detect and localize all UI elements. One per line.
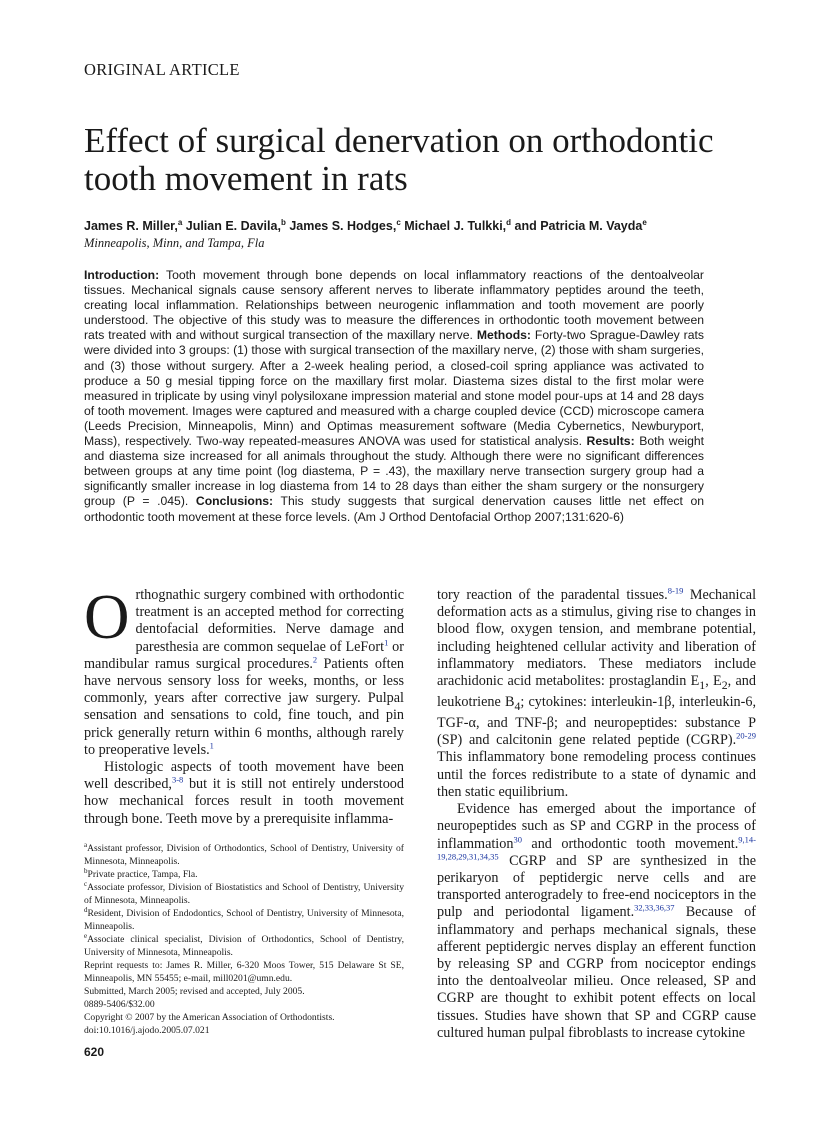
abstract-methods: Forty-two Sprague-Dawley rats were divided into 3 groups: (1) those with surgical transection of the maxillary nerve, (2) those with sham surgeries, and (3) those without surgery. After a 2-week healing period, a closed-coil spring appliance was activated to produce a 50 g mesial tipping force on the maxillary first molar. Diastema sizes distal to the first molar were measured in triplicate by using vinyl polysiloxane impression material and stone model pour-ups at 14 and 28 days of tooth movement. Images were captured and measured with a charge coupled device (CCD) microscope camera (Leeds Precision, Minneapolis, Minn) and Optimas measurement software (Media Cybernetics, Newburyport, Mass), respectively. Two-way repeated-measures ANOVA was used for statistical analysis. [84, 328, 704, 449]
body-text: CGRP and SP are synthesized in the perikaryon of peptidergic nerve cells and are transported anterogradely to free-end nociceptors in the pulp and periodontal ligament. [437, 852, 756, 921]
reference-link[interactable]: 30 [513, 833, 522, 844]
footnote-text: Associate clinical specialist, Division of Orthodontics, School of Dentistry, University of Minnesota, Minneapolis. [84, 934, 404, 958]
body-text: rthognathic surgery combined with orthodontic treatment is an accepted method for correcting dentofacial deformities. Nerve damage and paresthesia are common sequelae of LeFort [135, 587, 404, 655]
abstract [84, 268, 704, 525]
body-text: Histologic aspects of tooth movement have been well described, [84, 759, 404, 793]
abstract-methods-label: Methods: [476, 328, 531, 343]
body-paragraph [84, 582, 404, 759]
footnote [84, 868, 404, 881]
body-text: or mandibular ramus surgical procedures. [84, 638, 404, 672]
body-column-right [437, 587, 756, 1042]
footnote-mark: b [84, 866, 88, 875]
footnote [84, 933, 404, 959]
body-column-left [84, 582, 404, 828]
reference-link[interactable]: 8-19 [667, 585, 684, 596]
body-text: ; cytokines: interleukin-1β, interleukin-6, TGF-α, and TNF-β; and neuropeptides: substance P (SP) and calcitonin gene related peptide (CGRP). [437, 694, 756, 749]
abstract-conclusions-label: Conclusions: [195, 494, 274, 509]
body-text: but it is still not entirely understood how mechanical forces result in tooth movement through bone. Teeth move by a prerequisite inflamma- [84, 776, 404, 827]
body-text: , E [705, 673, 722, 690]
author-name: James S. Hodges, [289, 219, 397, 234]
body-text: Because of inflammatory and perhaps mechanical signals, these afferent peptidergic nerves display an efferent function by releasing SP and CGRP from nociceptor endings into the dentoalveolar milieu. Once released, SP and CGRP are thought to exhibit potent effects on local tissues. Studies have shown that SP and CGRP cause cultured human pulpal fibroblasts to increase cytokine [437, 904, 756, 1041]
body-text: This inflammatory bone remodeling process continues until the forces redistribute to a state of dynamic and then static equilibrium. [437, 749, 756, 800]
footnote-text: Associate professor, Division of Biostatistics and School of Dentistry, University of Minnesota, Minneapolis. [84, 882, 404, 906]
footnote-mark: c [84, 879, 88, 888]
author-affiliation-mark: a [177, 218, 183, 227]
subscript: 2 [721, 677, 728, 692]
reference-link[interactable]: 9,14-19,28,29,31,34,35 [437, 833, 756, 861]
subscript: 4 [514, 698, 521, 713]
author-name: James R. Miller, [84, 219, 178, 234]
body-paragraph [437, 801, 756, 1042]
drop-cap: O [84, 582, 130, 652]
reference-link[interactable]: 2 [312, 654, 318, 665]
body-text: Patients often have nervous sensory loss for weeks, months, or less commonly, years after corrective jaw surgery. Pulpal sensation and sensations to cold, fine touch, and pin prick generally return within 6 months, although rarely to preoperative levels. [84, 655, 404, 758]
author-affiliation-mark: c [396, 218, 401, 227]
body-paragraph [84, 759, 404, 828]
footnote-text: Assistant professor, Division of Orthodontics, School of Dentistry, University of Minnesota, Minneapolis. [84, 843, 404, 867]
footnote-text: Resident, Division of Endodontics, School of Dentistry, University of Minnesota, Minneapolis. [84, 908, 404, 932]
body-text: tory reaction of the paradental tissues. [437, 587, 668, 603]
reference-link[interactable]: 1 [384, 636, 389, 647]
author-name: and Patricia M. Vayda [514, 219, 643, 234]
issn-price: 0889-5406/$32.00 [84, 999, 155, 1010]
reference-link[interactable]: 1 [209, 740, 214, 751]
author-name: Michael J. Tulkki, [404, 219, 507, 234]
abstract-results-label: Results: [586, 434, 635, 449]
body-text: and orthodontic tooth movement. [521, 835, 739, 852]
author-name: Julian E. Davila, [185, 219, 281, 234]
author-list [84, 218, 647, 233]
body-paragraph [437, 587, 756, 801]
reprint-requests: Reprint requests to: James R. Miller, 6-320 Moos Tower, 515 Delaware St SE, Minneapolis, MN 55455; e-mail, mill0201@umn.edu. [84, 960, 404, 984]
abstract-conclusions: This study suggests that surgical denervation causes little net effect on orthodontic tooth movement at these force levels. (Am J Orthod Dentofacial Orthop 2007;131:620-6) [84, 494, 705, 524]
author-affiliation-mark: d [506, 218, 512, 227]
section-label: ORIGINAL ARTICLE [84, 60, 240, 79]
footnote [84, 881, 404, 907]
body-text: Mechanical deformation acts as a stimulus, giving rise to changes in blood flow, oxygen tension, and membrane potential, including heightened cellular activity and liberation of inflammatory mediators. These mediators include arachidonic acid metabolites: prostaglandin E [437, 587, 757, 690]
reference-link[interactable]: 20-29 [736, 730, 756, 741]
footnotes [84, 842, 404, 1037]
body-text: Evidence has emerged about the importance of neuropeptides such as SP and CGRP in the process of inflammation [437, 801, 756, 852]
footnote-mark: d [84, 905, 88, 914]
footnote-mark: e [84, 931, 88, 940]
doi-link[interactable]: doi:10.1016/j.ajodo.2005.07.021 [84, 1025, 210, 1036]
reference-link[interactable]: 3-8 [171, 774, 184, 785]
page-number: 620 [84, 1045, 105, 1059]
footnote-mark: a [84, 840, 88, 849]
abstract-intro: Tooth movement through bone depends on local inflammatory reactions of the dentoalveolar tissues. Mechanical signals cause sensory afferent nerves to liberate inflammatory peptides around the teeth, creating local inflammation. Relationships between neurogenic inflammation and tooth movement are poorly understood. The objective of this study was to measure the differences in orthodontic tooth movement between rats treated with and without surgical transection of the maxillary nerve. [84, 268, 704, 343]
copyright-notice: Copyright © 2007 by the American Association of Orthodontists. [84, 1012, 335, 1023]
author-affiliation-mark: b [280, 218, 286, 227]
author-affiliation-mark: e [642, 218, 647, 227]
abstract-results: Both weight and diastema size increased for all animals throughout the study. Although there were no significant differences between groups at any time point (log diastema, P = .43), the maxillary nerve transection surgery group had a significantly smaller increase in log diastema from 14 to 28 days than either the sham surgery or the nonsurgery group (P = .045). [84, 434, 705, 509]
body-text: , and leukotriene B [437, 673, 756, 711]
footnote [84, 907, 404, 933]
article-title: Effect of surgical denervation on orthodontic tooth movement in rats [84, 121, 714, 198]
footnote [84, 842, 404, 868]
submission-dates: Submitted, March 2005; revised and accepted, July 2005. [84, 986, 305, 997]
footnote-text: Private practice, Tampa, Fla. [87, 869, 198, 880]
author-locations: Minneapolis, Minn, and Tampa, Fla [84, 236, 265, 250]
subscript: 1 [699, 677, 706, 692]
abstract-intro-label: Introduction: [84, 268, 160, 282]
reference-link[interactable]: 32,33,36,37 [634, 902, 675, 913]
